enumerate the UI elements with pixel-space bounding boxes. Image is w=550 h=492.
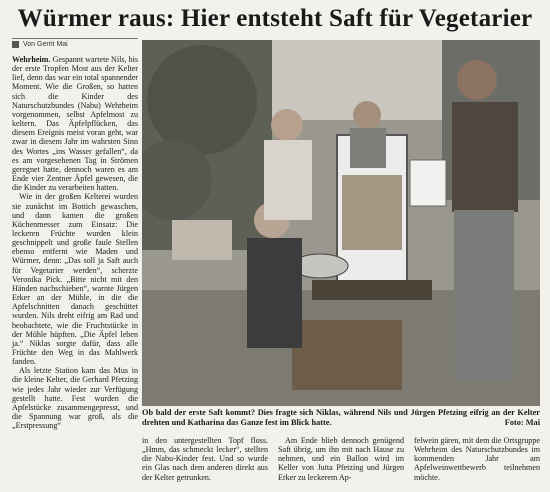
photo-man-trousers [454,210,514,380]
photo-bench [292,320,402,390]
article-paragraph-3: Als letzte Station kam das Mus in die kleine Kelter, die Gerhard Pfetzing wie jedes Jahr wieder zur Verfügung gestellt hatte. Fest wurden die Apfelstücke zusammengepresst, und die Spannung war groß, als die „Erstpressung“ [12,366,138,431]
article-paragraph-1 [12,55,138,192]
photo-illustration [142,40,540,406]
photo-tree-foliage [147,45,257,155]
caption-text: Ob bald der erste Saft kommt? Dies fragte sich Niklas, während Nils und Jürgen Pfetzing eifrig an der Kelter drehten und Katharina das Ganze fest im Blick hatte. [142,408,540,427]
photo-man-head [457,60,497,100]
bottom-column-1-text: in den untergestellten Topf floss. „Hmm, das schmeckt lecker“, stellten die Nabu-Kinder fest. Und so wurde ein Glas nach dem anderen direkt aus der Kelter getrunken. [142,436,268,482]
photo-man-shirt [452,102,518,212]
photo-crate [172,220,232,260]
photo-girl-head [271,109,303,141]
photo-press-base [312,280,432,300]
byline-marker [12,41,19,48]
photo-child-body [247,238,302,348]
photo-press-barrel [342,175,402,250]
article-photo [142,40,540,406]
article-paragraph-2: Wie in der großen Kelterei wurden sie zunächst im Bottich gewaschen, und dann kamen die großen Küchenmesser zum Einsatz: Die leckeren Früchte wurden klein geschnippelt und große faule Stellen ebenso entfernt wie Maden und Würmer, denn: „Das soll ja Saft auch für Vegetarier werden“, scherzte Veronika Pick. „Bitte nicht mit den Händen nachschieben“, warnte Jürgen Erker an der Mühle, in die die Apfelschnitten danach geschüttet wurden. Nils dreht eifrig am Rad und beobachtete, wie die Fruchtstücke in der Mühle hüpften. „Die Äpfel leben ja.“ Niklas sorgte dafür, dass alle Früchte den Weg in das Mahlwerk fanden. [12,192,138,367]
paragraph-1-text: Gespannt wartete Nils, bis der erste Tropfen Most aus der Kelter lief, denn das war ein total spannender Moment. Wie die Großen, so hatten sich die Kinder des Naturschutzbundes (Nabu) Wehrheim vorgenommen, selbst Apfelmost zu keltern. Das Äpfelpflücken, das diesem Ereignis meist voran geht, war zwar in diesem Jahr im wahrsten Sinn des Wortes „ins Wasser gefallen“, da es am vorgesehenen Tag in Strömen geregnet hatte, dennoch waren es am Ende vier Zentner Äpfel gewesen, die die Kinder zu verarbeiten hatten. [12,55,138,193]
photo-bag [410,160,446,206]
article-bottom-column-3 [414,436,540,482]
article-bottom-column-1 [142,436,268,482]
photo-boy-head [353,101,381,129]
byline-author: Von Gerrit Mai [23,41,68,48]
headline: Würmer raus: Hier entsteht Saft für Vegetarier [17,5,533,32]
photo-girl-body [264,140,312,220]
article-left-column [12,55,138,430]
bottom-column-3-text: felwein gären, mit dem die Ortsgruppe Wehrheim des Naturschutzbundes im kommenden Jahr am Apfelweinwettbewerb teilnehmen möchte. [414,436,540,482]
photo-caption [142,408,540,428]
photo-credit: Foto: Mai [504,418,540,427]
bottom-column-2-text: Am Ende blieb dennoch genügend Saft übrig, um ihn mit nach Hause zu nehmen, und ein Ballon wird im Keller von Jutta Pfetzing und Jürgen Erker zu leckerem Ap- [278,436,404,482]
dateline: Wehrheim. [12,55,51,64]
photo-boy-body [350,128,386,168]
article-bottom-column-2 [278,436,404,482]
byline [12,38,138,50]
